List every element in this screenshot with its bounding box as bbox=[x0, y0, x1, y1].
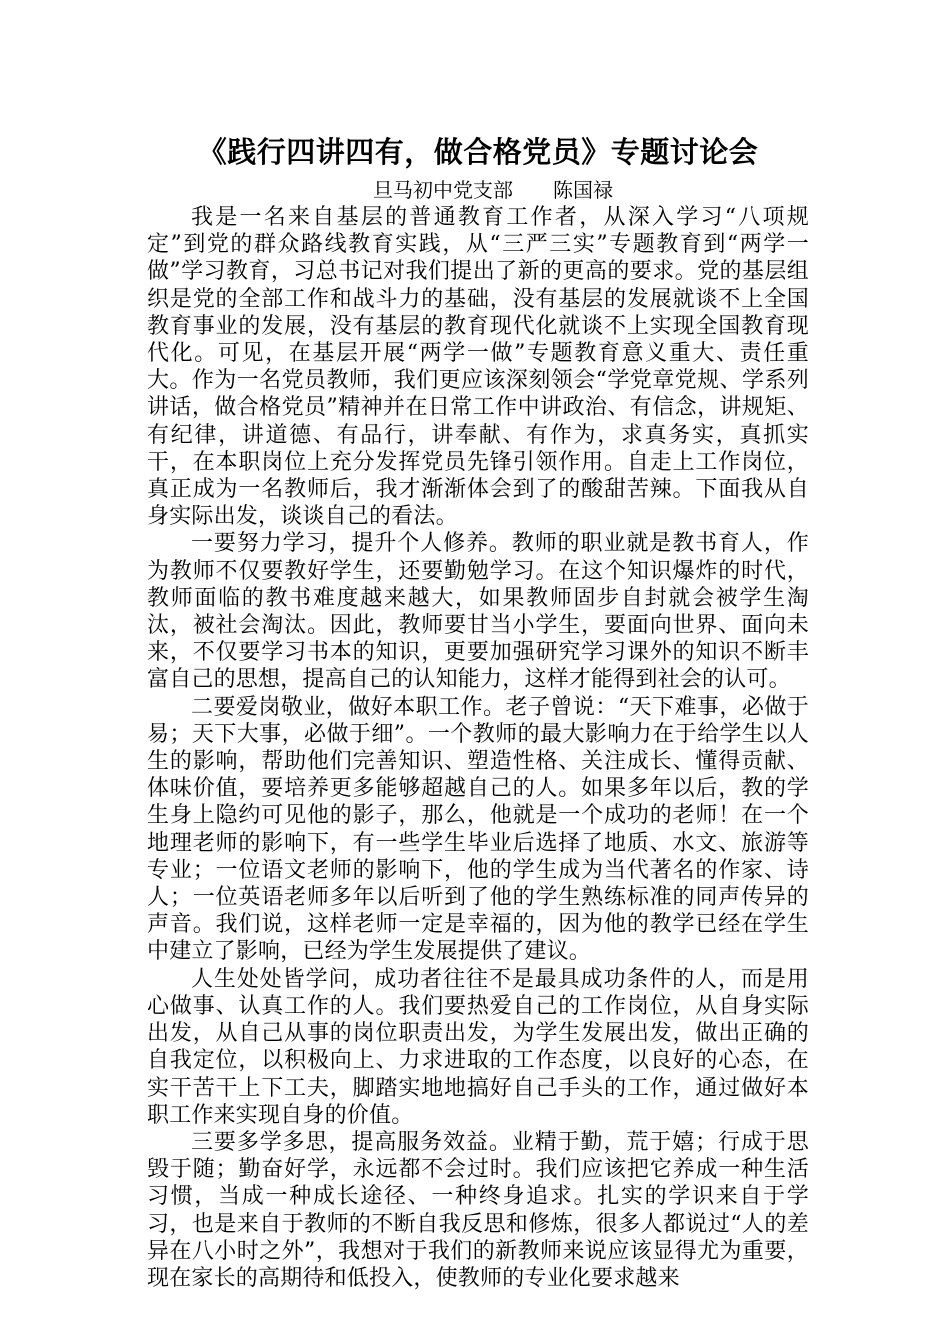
organization-name: 旦马初中党支部 bbox=[373, 178, 513, 202]
author-name: 陈国禄 bbox=[553, 178, 613, 202]
document-page bbox=[147, 0, 809, 1292]
document-title: 《践行四讲四有，做合格党员》专题讨论会 bbox=[197, 135, 759, 169]
paragraph-point-three: 三要多学多思，提高服务效益。业精于勤，荒于嬉；行成于思毁于随；勤奋好学，永远都不会过时。我们应该把它养成一种生活习惯，当成一种成长途径、一种终身追求。扎实的学识来自于学习，也是来自于教师的不断自我反思和修炼，很多人都说过“人的差异在八小时之外”，我想对于我们的新教师来说应该显得尤为重要，现在家长的高期待和低投入，使教师的专业化要求越来 bbox=[147, 1129, 809, 1291]
paragraph-reflection: 人生处处皆学问，成功者往往不是最具成功条件的人，而是用心做事、认真工作的人。我们要热爱自己的工作岗位，从自身实际出发，从自己从事的岗位职责出发，为学生发展出发，做出正确的自我定位，以积极向上、力求进取的工作态度，以良好的心态，在实干苦干上下工夫，脚踏实地地搞好自己手头的工作，通过做好本职工作来实现自身的价值。 bbox=[147, 966, 809, 1128]
paragraph-point-one: 一要努力学习，提升个人修养。教师的职业就是教书育人，作为教师不仅要教好学生，还要勤勉学习。在这个知识爆炸的时代，教师面临的教书难度越来越大，如果教师固步自封就会被学生淘汰，被社会淘汰。因此，教师要甘当小学生，要面向世界、面向未来，不仅要学习书本的知识，更要加强研究学习课外的知识不断丰富自己的思想，提高自己的认知能力，这样才能得到社会的认可。 bbox=[147, 531, 809, 693]
paragraph-intro: 我是一名来自基层的普通教育工作者，从深入学习“八项规定”到党的群众路线教育实践，从“三严三实”专题教育到“两学一做”学习教育，习总书记对我们提出了新的更高的要求。党的基层组织是党的全部工作和战斗力的基础，没有基层的发展就谈不上全国教育事业的发展，没有基层的教育现代化就谈不上实现全国教育现代化。可见，在基层开展“两学一做”专题教育意义重大、责任重大。作为一名党员教师，我们更应该深刻领会“学党章党规、学系列讲话，做合格党员”精神并在日常工作中讲政治、有信念，讲规矩、有纪律，讲道德、有品行，讲奉献、有作为，求真务实，真抓实干，在本职岗位上充分发挥党员先锋引领作用。自走上工作岗位，真正成为一名教师后，我才渐渐体会到了的酸甜苦辣。下面我从自身实际出发，谈谈自己的看法。 bbox=[147, 205, 809, 530]
paragraph-point-two: 二要爱岗敬业，做好本职工作。老子曾说：“天下难事，必做于易；天下大事，必做于细”。一个教师的最大影响力在于给学生以人生的影响，帮助他们完善知识、塑造性格、关注成长、懂得贡献、体味价值，要培养更多能够超越自己的人。如果多年以后，教的学生身上隐约可见他的影子，那么，他就是一个成功的老师！在一个地理老师的影响下，有一些学生毕业后选择了地质、水文、旅游等专业；一位语文老师的影响下，他的学生成为当代著名的作家、诗人；一位英语老师多年以后听到了他的学生熟练标准的同声传异的声音。我们说，这样老师一定是幸福的，因为他的教学已经在学生中建立了影响，已经为学生发展提供了建议。 bbox=[147, 694, 809, 965]
byline bbox=[147, 176, 809, 204]
